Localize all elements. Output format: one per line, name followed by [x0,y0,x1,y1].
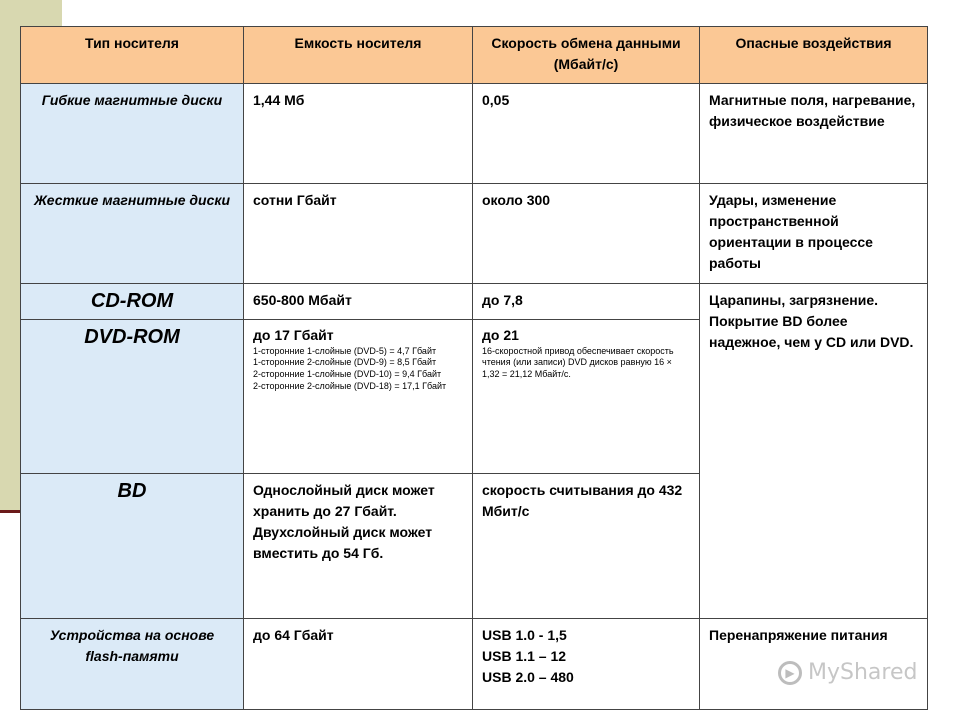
capacity-floppy: 1,44 Мб [244,84,473,184]
speed-hdd: около 300 [473,184,700,284]
media-type-floppy: Гибкие магнитные диски [21,84,244,184]
table-row [21,84,928,184]
capacity-dvdrom-detail: 1-сторонние 1-слойные (DVD-5) = 4,7 Гбайт [253,345,437,356]
header-speed: Скорость обмена данными (Мбайт/с) [473,27,700,84]
speed-flash [473,619,700,710]
capacity-dvdrom-detail: 1-сторонние 2-слойные (DVD-9) = 8,5 Гбайт [253,357,437,368]
speed-bd: скорость считывания до 432 Мбит/с [473,474,700,619]
capacity-hdd: сотни Гбайт [244,184,473,284]
media-type-bd: BD [21,474,244,619]
speed-dvdrom-main: до 21 [482,327,519,343]
table-header-row [21,27,928,84]
myshared-logo-icon: ▶ [778,661,802,685]
speed-dvdrom [473,320,700,474]
hazards-flash: Перенапряжение питания [700,619,928,710]
media-type-flash: Устройства на основе flash-памяти [21,619,244,710]
media-type-hdd: Жесткие магнитные диски [21,184,244,284]
capacity-cdrom: 650-800 Мбайт [244,284,473,320]
header-hazards: Опасные воздействия [700,27,928,84]
speed-flash-usb10: USB 1.0 - 1,5 [482,627,567,643]
speed-cdrom: до 7,8 [473,284,700,320]
capacity-dvdrom-detail: 2-сторонние 1-слойные (DVD-10) = 9,4 Гбайт [253,368,442,379]
hazards-hdd: Удары, изменение пространственной ориентации в процессе работы [700,184,928,284]
capacity-dvdrom [244,320,473,474]
myshared-watermark [778,660,917,685]
speed-dvdrom-detail: 16-скоростной привод обеспечивает скорость чтения (или записи) DVD дисков равную 16 × 1,32 = 21,12 Мбайт/с. [482,345,674,379]
speed-floppy: 0,05 [473,84,700,184]
capacity-dvdrom-main: до 17 Гбайт [253,327,334,343]
header-media-type: Тип носителя [21,27,244,84]
media-type-cdrom: CD-ROM [21,284,244,320]
hazards-floppy: Магнитные поля, нагревание, физическое воздействие [700,84,928,184]
table-row [21,284,928,320]
speed-flash-usb11: USB 1.1 – 12 [482,648,567,664]
watermark-text: MyShared [808,660,918,685]
capacity-dvdrom-detail: 2-сторонние 2-слойные (DVD-18) = 17,1 Гбайт [253,380,447,391]
capacity-bd: Однослойный диск может хранить до 27 Гбайт. Двухслойный диск может вместить до 54 Гб. [244,474,473,619]
media-type-dvdrom: DVD-ROM [21,320,244,474]
capacity-flash: до 64 Гбайт [244,619,473,710]
table-row [21,184,928,284]
storage-media-table [20,26,928,710]
header-capacity: Емкость носителя [244,27,473,84]
hazards-optical: Царапины, загрязнение. Покрытие BD более надежное, чем у CD или DVD. [700,284,928,619]
speed-flash-usb20: USB 2.0 – 480 [482,669,574,685]
